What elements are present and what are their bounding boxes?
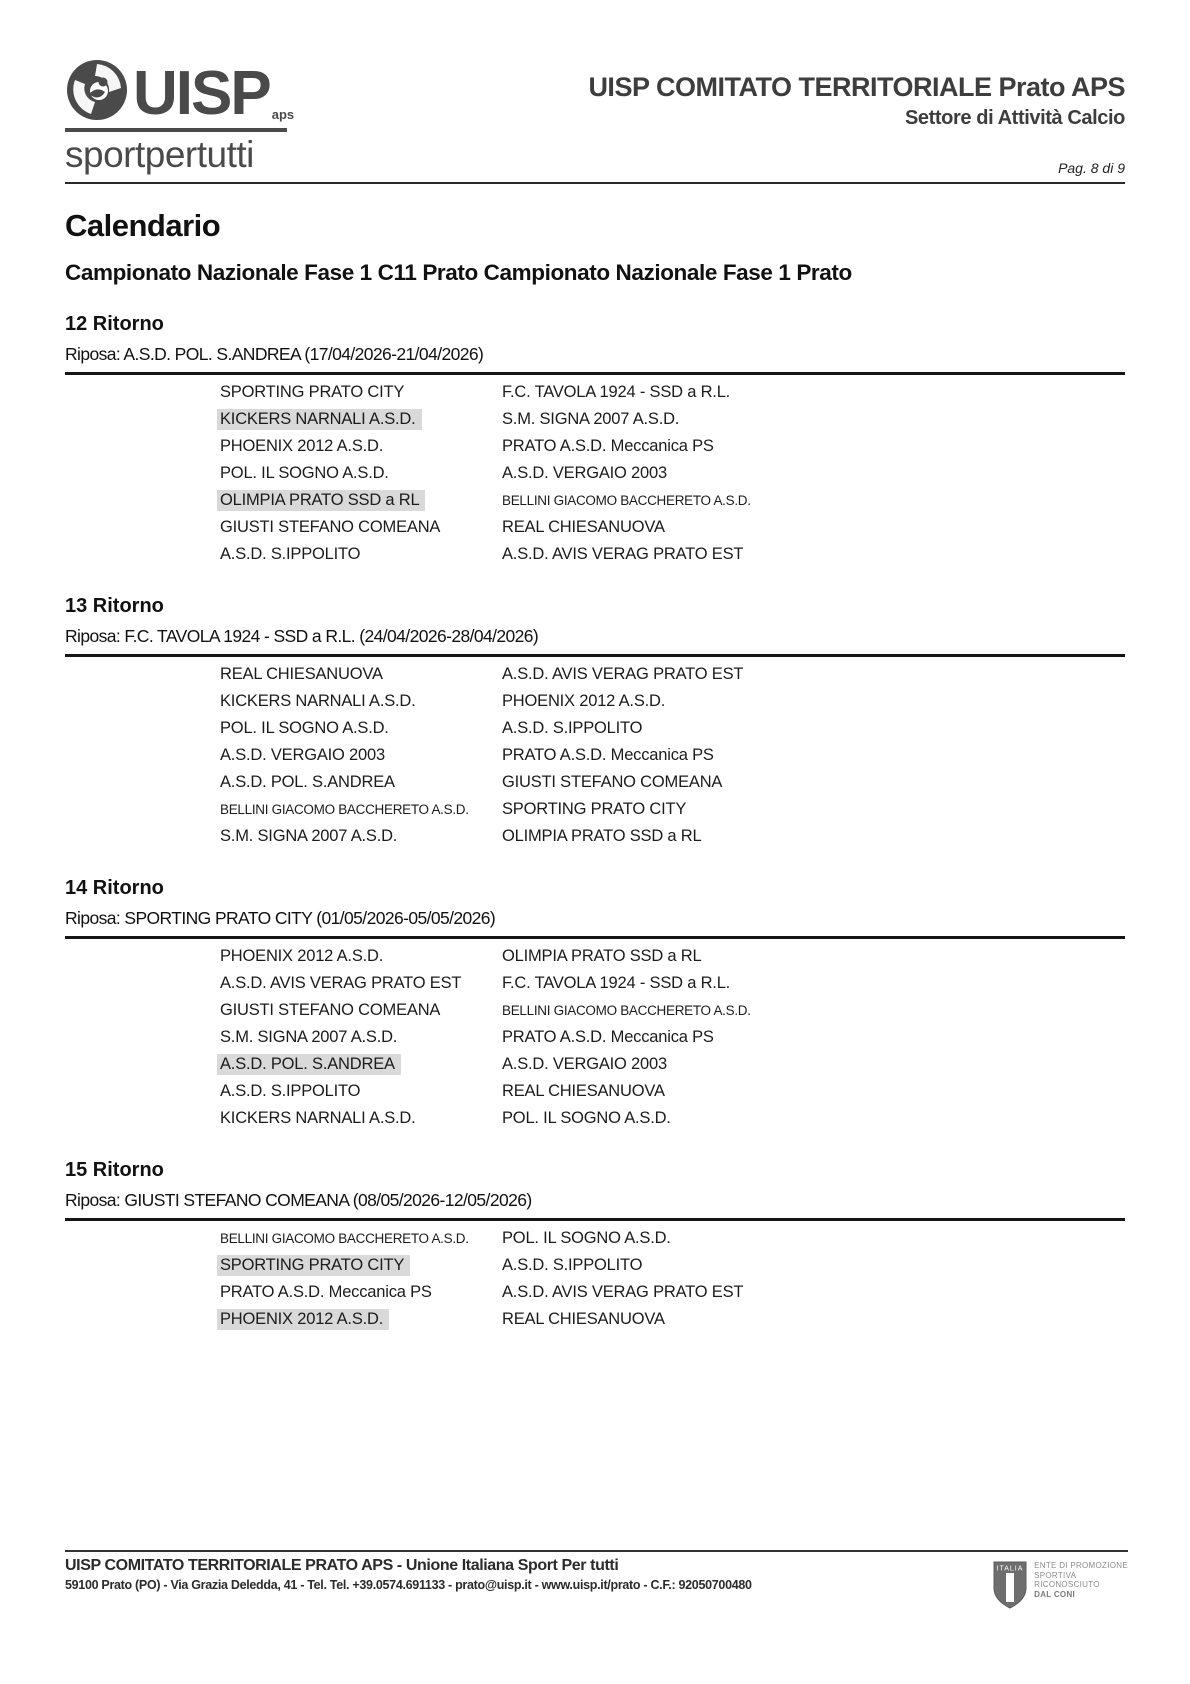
match-row	[220, 433, 1125, 460]
home-team-cell	[220, 1252, 502, 1279]
home-team-name: BELLINI GIACOMO BACCHERETO A.S.D.	[220, 1231, 469, 1246]
away-team-name: PRATO A.S.D. Meccanica PS	[502, 746, 714, 764]
match-row	[220, 970, 1125, 997]
home-team-name: POL. IL SOGNO A.S.D.	[220, 719, 389, 737]
home-team-name: PRATO A.S.D. Meccanica PS	[220, 1283, 432, 1301]
away-team-name: OLIMPIA PRATO SSD a RL	[502, 827, 702, 845]
logo-tagline: sportpertutti	[65, 134, 254, 175]
home-team-cell	[220, 796, 502, 823]
rounds-list	[65, 313, 1125, 1333]
match-row	[220, 769, 1125, 796]
away-team-name: GIUSTI STEFANO COMEANA	[502, 773, 723, 791]
round-riposa-note: Riposa: A.S.D. POL. S.ANDREA (17/04/2026-21/04/2026)	[65, 344, 484, 364]
match-table	[220, 1221, 1125, 1333]
home-team-cell	[220, 406, 502, 433]
svg-text:ITALIA: ITALIA	[996, 1565, 1024, 1573]
away-team-cell	[502, 1279, 1125, 1306]
home-team-cell	[220, 1279, 502, 1306]
away-team-name: BELLINI GIACOMO BACCHERETO A.S.D.	[502, 493, 751, 508]
round-section	[65, 595, 1125, 850]
home-team-cell	[220, 514, 502, 541]
home-team-name: A.S.D. S.IPPOLITO	[220, 545, 361, 563]
coni-text	[1034, 1561, 1128, 1599]
home-team-name: KICKERS NARNALI A.S.D.	[220, 1109, 416, 1127]
org-subtitle: Settore di Attività Calcio	[904, 107, 1125, 129]
home-team-name: A.S.D. POL. S.ANDREA	[220, 773, 395, 791]
match-row	[220, 514, 1125, 541]
home-team-cell	[220, 943, 502, 970]
away-team-name: POL. IL SOGNO A.S.D.	[502, 1109, 671, 1127]
home-team-name: PHOENIX 2012 A.S.D.	[220, 947, 384, 965]
away-team-name: A.S.D. VERGAIO 2003	[502, 1055, 667, 1073]
away-team-cell	[502, 1306, 1125, 1333]
match-row	[220, 406, 1125, 433]
home-team-cell	[220, 433, 502, 460]
away-team-name: PRATO A.S.D. Meccanica PS	[502, 437, 714, 455]
away-team-cell	[502, 661, 1125, 688]
home-team-cell	[220, 460, 502, 487]
round-section	[65, 877, 1125, 1132]
away-team-cell	[502, 769, 1125, 796]
away-team-cell	[502, 487, 1125, 514]
coni-text-line: SPORTIVA	[1034, 1570, 1077, 1580]
round-section	[65, 313, 1125, 568]
away-team-name: A.S.D. S.IPPOLITO	[502, 1256, 643, 1274]
home-team-name: GIUSTI STEFANO COMEANA	[220, 518, 441, 536]
away-team-name: OLIMPIA PRATO SSD a RL	[502, 947, 702, 965]
away-team-cell	[502, 1252, 1125, 1279]
away-team-name: F.C. TAVOLA 1924 - SSD a R.L.	[502, 974, 731, 992]
home-team-cell	[220, 769, 502, 796]
logo-divider	[65, 128, 287, 132]
match-row	[220, 943, 1125, 970]
home-team-name: REAL CHIESANUOVA	[220, 665, 383, 683]
away-team-name: PRATO A.S.D. Meccanica PS	[502, 1028, 714, 1046]
away-team-cell	[502, 460, 1125, 487]
away-team-cell	[502, 1024, 1125, 1051]
away-team-cell	[502, 997, 1125, 1024]
away-team-cell	[502, 433, 1125, 460]
home-team-name: A.S.D. S.IPPOLITO	[220, 1082, 361, 1100]
away-team-cell	[502, 742, 1125, 769]
match-row	[220, 661, 1125, 688]
away-team-cell	[502, 514, 1125, 541]
match-row	[220, 1078, 1125, 1105]
home-team-name: A.S.D. AVIS VERAG PRATO EST	[220, 974, 462, 992]
round-heading: 15 Ritorno	[65, 1159, 164, 1181]
home-team-name: POL. IL SOGNO A.S.D.	[220, 464, 389, 482]
away-team-cell	[502, 1051, 1125, 1078]
home-team-cell	[220, 1051, 502, 1078]
round-riposa-note: Riposa: SPORTING PRATO CITY (01/05/2026-05/05/2026)	[65, 908, 496, 928]
footer-contact-line: 59100 Prato (PO) - Via Grazia Deledda, 41 - Tel. Tel. +39.0574.691133 - prato@uisp.it - www.uisp.it/prato - C.F.: 92050700480	[65, 1578, 752, 1592]
match-row	[220, 796, 1125, 823]
logo-aps-text: aps	[271, 107, 295, 122]
home-team-cell	[220, 1024, 502, 1051]
home-team-name: GIUSTI STEFANO COMEANA	[220, 1001, 441, 1019]
coni-text-line: RICONOSCIUTO	[1034, 1580, 1100, 1589]
match-row	[220, 541, 1125, 568]
home-team-name: A.S.D. POL. S.ANDREA	[217, 1054, 401, 1075]
match-row	[220, 1306, 1125, 1333]
match-row	[220, 1252, 1125, 1279]
round-section	[65, 1159, 1125, 1333]
match-table	[220, 657, 1125, 850]
away-team-cell	[502, 406, 1125, 433]
away-team-cell	[502, 1225, 1125, 1252]
home-team-cell	[220, 379, 502, 406]
away-team-cell	[502, 688, 1125, 715]
home-team-cell	[220, 742, 502, 769]
away-team-name: REAL CHIESANUOVA	[502, 518, 665, 536]
header-divider	[65, 182, 1125, 184]
round-heading: 12 Ritorno	[65, 313, 164, 335]
match-row	[220, 1279, 1125, 1306]
home-team-cell	[220, 541, 502, 568]
away-team-cell	[502, 970, 1125, 997]
home-team-name: A.S.D. VERGAIO 2003	[220, 746, 385, 764]
home-team-name: KICKERS NARNALI A.S.D.	[220, 692, 416, 710]
coni-text-line: DAL CONI	[1034, 1589, 1076, 1599]
match-row	[220, 823, 1125, 850]
away-team-name: PHOENIX 2012 A.S.D.	[502, 692, 666, 710]
match-row	[220, 460, 1125, 487]
home-team-cell	[220, 1078, 502, 1105]
away-team-cell	[502, 715, 1125, 742]
home-team-cell	[220, 1225, 502, 1252]
org-title: UISP COMITATO TERRITORIALE Prato APS	[588, 72, 1125, 102]
home-team-name: SPORTING PRATO CITY	[217, 1255, 410, 1276]
home-team-name: KICKERS NARNALI A.S.D.	[217, 409, 422, 430]
round-riposa-note: Riposa: F.C. TAVOLA 1924 - SSD a R.L. (24/04/2026-28/04/2026)	[65, 626, 539, 646]
home-team-name: PHOENIX 2012 A.S.D.	[220, 437, 384, 455]
away-team-name: POL. IL SOGNO A.S.D.	[502, 1229, 671, 1247]
home-team-cell	[220, 1105, 502, 1132]
away-team-name: SPORTING PRATO CITY	[502, 800, 687, 818]
home-team-cell	[220, 823, 502, 850]
home-team-cell	[220, 970, 502, 997]
away-team-name: REAL CHIESANUOVA	[502, 1082, 665, 1100]
match-row	[220, 715, 1125, 742]
home-team-cell	[220, 688, 502, 715]
home-team-cell	[220, 715, 502, 742]
home-team-cell	[220, 997, 502, 1024]
match-row	[220, 1105, 1125, 1132]
away-team-cell	[502, 796, 1125, 823]
coni-recognition	[993, 1561, 1128, 1609]
page-number: Pag. 8 di 9	[1058, 160, 1125, 176]
home-team-name: OLIMPIA PRATO SSD a RL	[217, 490, 425, 511]
page-footer	[65, 1550, 1128, 1609]
away-team-name: F.C. TAVOLA 1924 - SSD a R.L.	[502, 383, 731, 401]
home-team-name: PHOENIX 2012 A.S.D.	[217, 1309, 389, 1330]
home-team-cell	[220, 661, 502, 688]
away-team-name: A.S.D. AVIS VERAG PRATO EST	[502, 1283, 744, 1301]
away-team-cell	[502, 541, 1125, 568]
round-heading: 14 Ritorno	[65, 877, 164, 899]
round-heading: 13 Ritorno	[65, 595, 164, 617]
home-team-cell	[220, 487, 502, 514]
match-row	[220, 1024, 1125, 1051]
home-team-name: S.M. SIGNA 2007 A.S.D.	[220, 1028, 398, 1046]
away-team-name: A.S.D. S.IPPOLITO	[502, 719, 643, 737]
coni-text-line: ENTE DI PROMOZIONE	[1034, 1561, 1128, 1570]
match-table	[220, 375, 1125, 568]
home-team-name: S.M. SIGNA 2007 A.S.D.	[220, 827, 398, 845]
page-header	[65, 0, 1125, 176]
away-team-name: A.S.D. AVIS VERAG PRATO EST	[502, 665, 744, 683]
home-team-cell	[220, 1306, 502, 1333]
match-table	[220, 939, 1125, 1132]
uisp-emblem-icon	[65, 58, 129, 122]
home-team-name: SPORTING PRATO CITY	[220, 383, 405, 401]
coni-italia-shield-icon	[993, 1561, 1027, 1609]
footer-org-line: UISP COMITATO TERRITORIALE PRATO APS - Unione Italiana Sport Per tutti	[65, 1557, 619, 1574]
match-row	[220, 487, 1125, 514]
away-team-name: REAL CHIESANUOVA	[502, 1310, 665, 1328]
away-team-name: S.M. SIGNA 2007 A.S.D.	[502, 410, 680, 428]
away-team-cell	[502, 943, 1125, 970]
home-team-name: BELLINI GIACOMO BACCHERETO A.S.D.	[220, 802, 469, 817]
away-team-name: A.S.D. VERGAIO 2003	[502, 464, 667, 482]
away-team-cell	[502, 379, 1125, 406]
round-riposa-note: Riposa: GIUSTI STEFANO COMEANA (08/05/2026-12/05/2026)	[65, 1190, 532, 1210]
away-team-cell	[502, 823, 1125, 850]
away-team-name: A.S.D. AVIS VERAG PRATO EST	[502, 545, 744, 563]
match-row	[220, 1051, 1125, 1078]
match-row	[220, 688, 1125, 715]
match-row	[220, 1225, 1125, 1252]
match-row	[220, 379, 1125, 406]
match-row	[220, 997, 1125, 1024]
logo-brand-text: UISP	[133, 59, 270, 129]
uisp-logo	[65, 58, 365, 176]
match-row	[220, 742, 1125, 769]
away-team-cell	[502, 1105, 1125, 1132]
away-team-name: BELLINI GIACOMO BACCHERETO A.S.D.	[502, 1003, 751, 1018]
competition-title: Campionato Nazionale Fase 1 C11 Prato Campionato Nazionale Fase 1 Prato	[65, 260, 852, 285]
document-title: Calendario	[65, 208, 221, 243]
away-team-cell	[502, 1078, 1125, 1105]
